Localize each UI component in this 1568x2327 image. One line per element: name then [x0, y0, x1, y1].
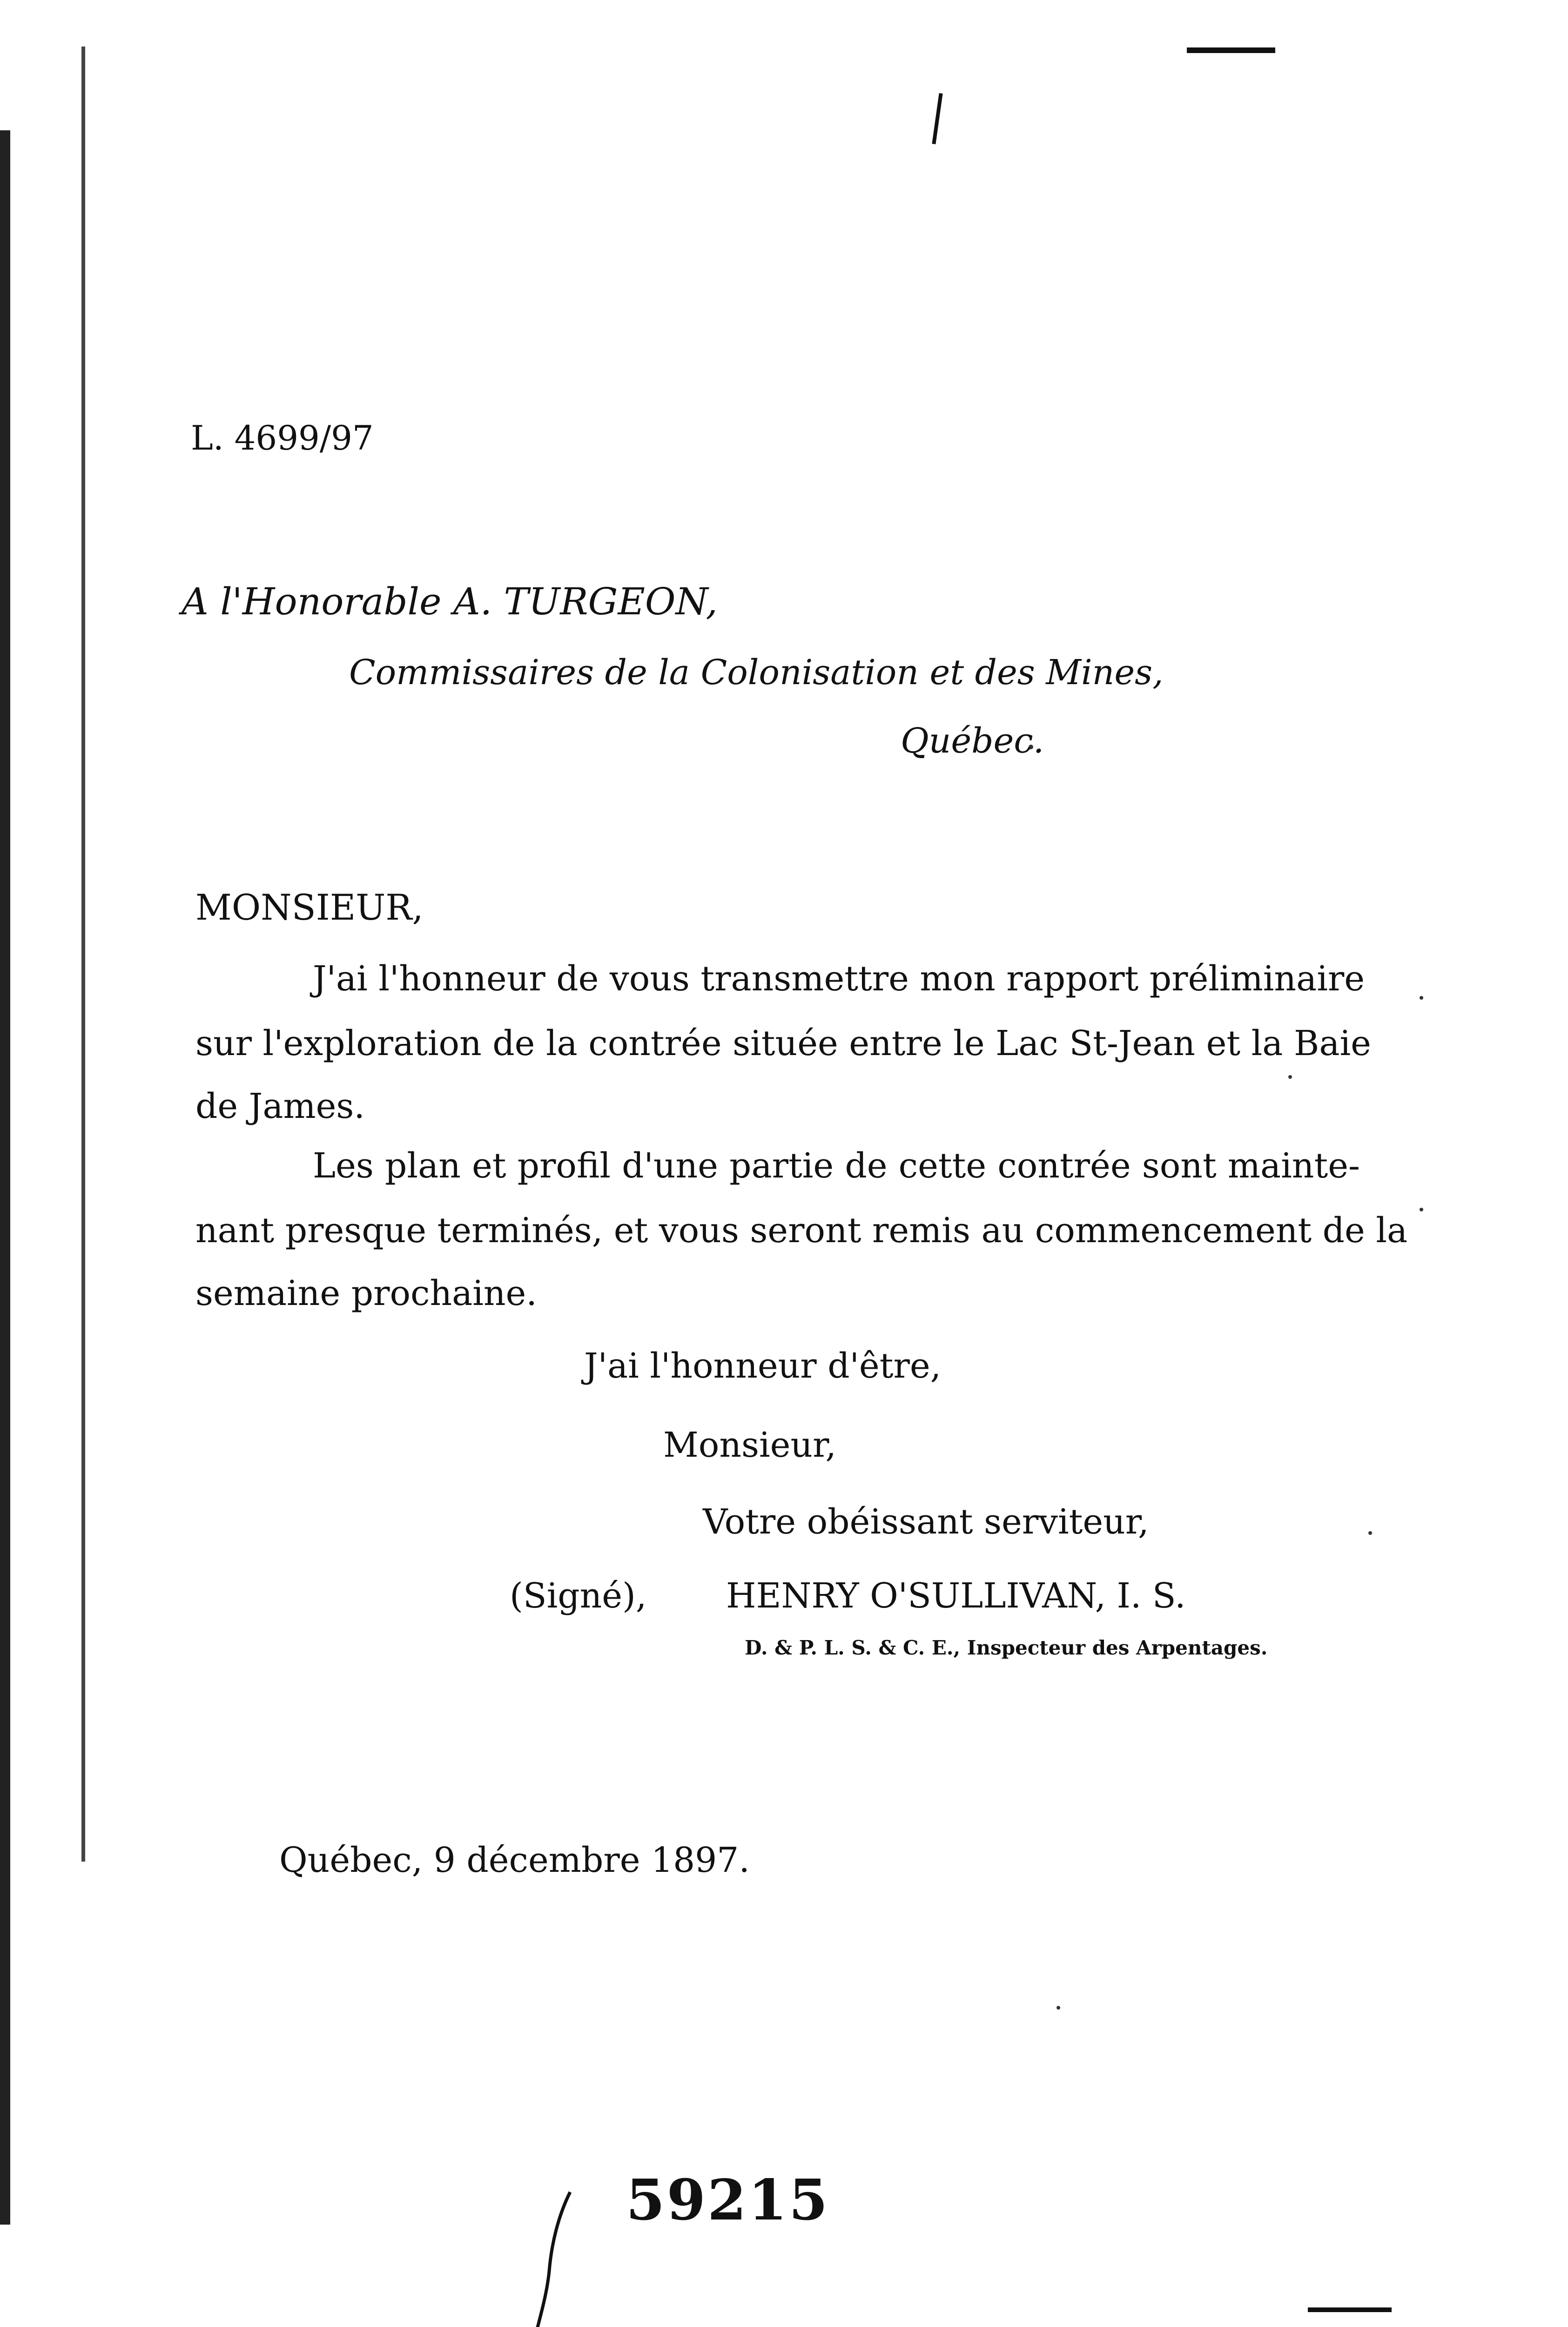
scan-top-tick [932, 93, 942, 144]
scan-bottom-dash [1308, 2307, 1392, 2312]
scan-top-dash [1187, 47, 1275, 53]
date-line: Québec, 9 décembre 1897. [279, 1840, 750, 1880]
salutation: MONSIEUR, [195, 887, 424, 928]
paragraph2-line2: nant presque terminés, et vous seront remis au commencement de la [195, 1211, 1408, 1251]
speck [1420, 1208, 1423, 1211]
scan-left-edge [0, 130, 10, 2225]
speck [1368, 1531, 1372, 1535]
paragraph2-line3: semaine prochaine. [195, 1273, 537, 1313]
reference-number: L. 4699/97 [191, 418, 374, 457]
closing-line3: Votre obéissant serviteur, [703, 1502, 1149, 1542]
addressee-title: Commissaires de la Colonisation et des Mines, [349, 652, 1164, 693]
paragraph2-line1: Les plan et profil d'une partie de cette contrée sont mainte- [313, 1146, 1360, 1186]
paragraph1-line1: J'ai l'honneur de vous transmettre mon rapport préliminaire [313, 959, 1365, 999]
pen-stroke-mark [526, 2187, 577, 2327]
signer-credentials: D. & P. L. S. & C. E., Inspecteur des Arpentages. [745, 1636, 1268, 1659]
addressee-name: A l'Honorable A. TURGEON, [182, 580, 718, 623]
addressee-city: Québec. [901, 721, 1044, 761]
signed-label: (Signé), [510, 1576, 647, 1616]
signer-name: HENRY O'SULLIVAN, I. S. [726, 1576, 1186, 1616]
stamp-number: 59215 [626, 2167, 830, 2233]
closing-line2: Monsieur, [663, 1425, 836, 1465]
speck [1288, 1075, 1292, 1079]
closing-line1: J'ai l'honneur d'être, [584, 1346, 942, 1386]
speck [1057, 2006, 1060, 2010]
paragraph1-line3: de James. [195, 1086, 365, 1126]
speck [1420, 996, 1423, 1000]
paragraph1-line2: sur l'exploration de la contrée située entre le Lac St-Jean et la Baie [195, 1023, 1371, 1063]
scan-left-border-line [81, 47, 85, 1862]
